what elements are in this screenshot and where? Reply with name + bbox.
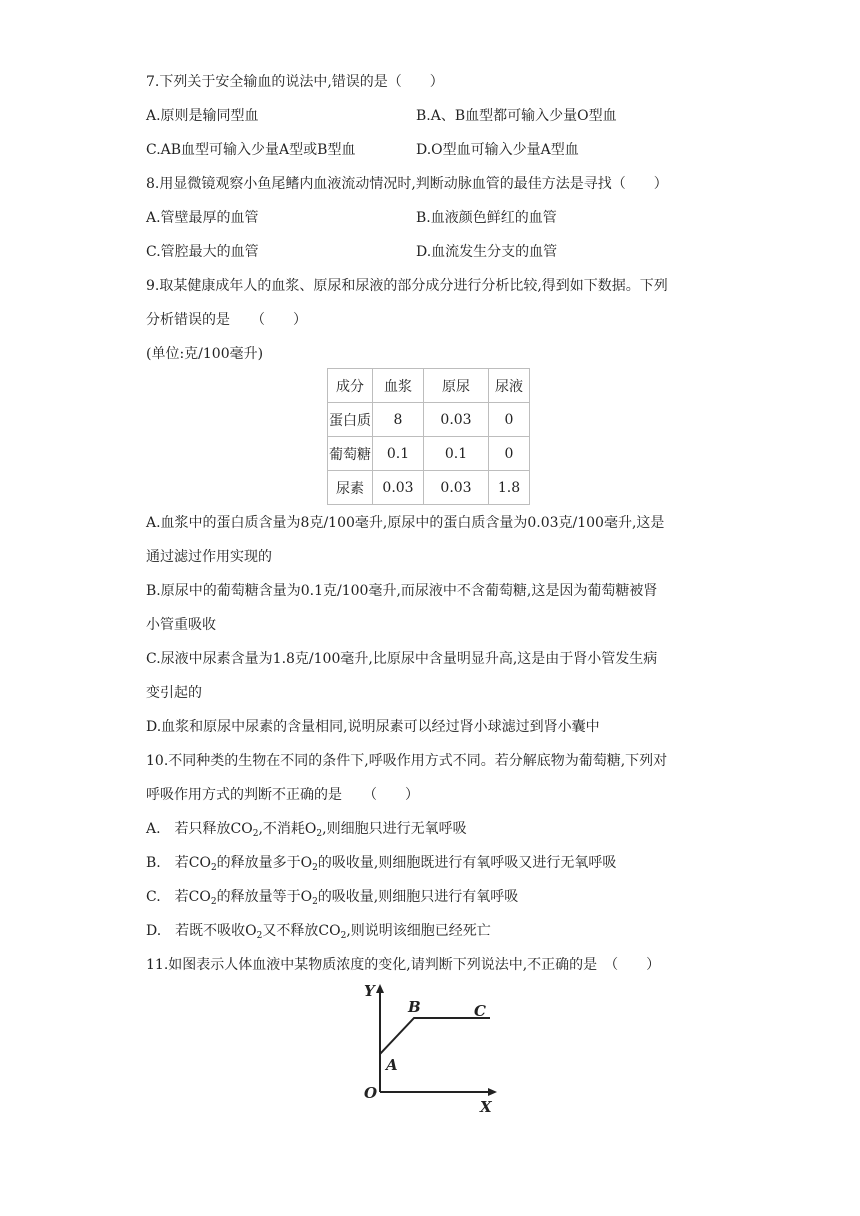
- point-a-label: A: [386, 1056, 398, 1074]
- table-header-cell: 血浆: [373, 369, 424, 403]
- q9-option-c-line2: 变引起的: [146, 685, 202, 701]
- text-run: C. 若CO: [146, 889, 211, 905]
- q9-option-b-line2: 小管重吸收: [146, 617, 216, 633]
- text-run: D. 若既不吸收O: [146, 923, 257, 939]
- q10-stem-line2: 呼吸作用方式的判断不正确的是 （ ）: [146, 787, 419, 803]
- q9-option-b-line1: B.原尿中的葡萄糖含量为0.1克/100毫升,而尿液中不含葡萄糖,这是因为葡萄糖被肾: [146, 583, 658, 599]
- q10-option-d: [146, 921, 491, 946]
- concentration-curve: [380, 1018, 490, 1054]
- text-run: ,则说明该细胞已经死亡: [346, 923, 491, 939]
- q10-stem-line1: 10.不同种类的生物在不同的条件下,呼吸作用方式不同。若分解底物为葡萄糖,下列对: [146, 753, 668, 769]
- q9-unit: (单位:克/100毫升): [146, 346, 264, 362]
- q10-option-c: [146, 887, 518, 912]
- subscript: 2: [256, 931, 263, 941]
- subscript: 2: [312, 897, 318, 907]
- x-axis-arrow: [488, 1088, 497, 1096]
- origin-label: O: [364, 1084, 378, 1102]
- text-run: 的吸收量,则细胞既进行有氧呼吸又进行无氧呼吸: [317, 855, 617, 871]
- table-cell: 0: [489, 437, 530, 471]
- subscript: 2: [312, 863, 318, 873]
- q8-option-c: C.管腔最大的血管: [146, 244, 259, 260]
- table-cell: 尿素: [328, 471, 373, 505]
- table-header-cell: 尿液: [489, 369, 530, 403]
- table-cell: 1.8: [489, 471, 530, 505]
- q11-stem: 11.如图表示人体血液中某物质浓度的变化,请判断下列说法中,不正确的是 （ ）: [146, 957, 661, 973]
- text-run: ,不消耗O: [258, 821, 317, 837]
- y-axis-arrow: [376, 984, 384, 993]
- q7-option-b: B.A、B血型都可输入少量O型血: [416, 108, 617, 124]
- x-axis-label: X: [480, 1098, 492, 1116]
- subscript: 2: [210, 897, 217, 907]
- table-cell: 0.03: [373, 471, 424, 505]
- text-run: 的释放量等于O: [216, 889, 313, 905]
- q7-option-d: D.O型血可输入少量A型血: [416, 142, 579, 158]
- q7-option-c: C.AB血型可输入少量A型或B型血: [146, 142, 356, 158]
- q7-option-a: A.原则是输同型血: [146, 108, 259, 124]
- table-row: [328, 403, 530, 437]
- text-run: 又不释放CO: [262, 923, 341, 939]
- text-run: 的释放量多于O: [216, 855, 313, 871]
- subscript: 2: [316, 829, 323, 839]
- q9-option-a-line2: 通过滤过作用实现的: [146, 549, 272, 565]
- q10-option-b: [146, 853, 616, 878]
- text-run: B. 若CO: [146, 855, 211, 871]
- table-header-cell: 原尿: [424, 369, 489, 403]
- table-header-row: [328, 369, 530, 403]
- table-header-cell: 成分: [328, 369, 373, 403]
- q9-stem-line2: 分析错误的是 （ ）: [146, 312, 307, 328]
- subscript: 2: [340, 931, 347, 941]
- q9-data-table: [327, 368, 530, 505]
- q8-option-d: D.血流发生分支的血管: [416, 244, 558, 260]
- table-cell: 0: [489, 403, 530, 437]
- q9-option-d: D.血浆和原尿中尿素的含量相同,说明尿素可以经过肾小球滤过到肾小囊中: [146, 719, 600, 735]
- q8-option-b: B.血液颜色鲜红的血管: [416, 210, 557, 226]
- q9-stem-line1: 9.取某健康成年人的血浆、原尿和尿液的部分成分进行分析比较,得到如下数据。下列: [146, 278, 668, 294]
- q10-option-a: [146, 819, 467, 844]
- table-cell: 蛋白质: [328, 403, 373, 437]
- subscript: 2: [252, 829, 259, 839]
- subscript: 2: [210, 863, 217, 873]
- point-b-label: B: [408, 998, 421, 1016]
- q11-concentration-graph: [356, 978, 506, 1118]
- table-cell: 8: [373, 403, 424, 437]
- point-c-label: C: [474, 1002, 486, 1020]
- table-cell: 0.03: [424, 471, 489, 505]
- text-run: 的吸收量,则细胞只进行有氧呼吸: [317, 889, 519, 905]
- table-cell: 0.03: [424, 403, 489, 437]
- table-row: [328, 471, 530, 505]
- table-cell: 葡萄糖: [328, 437, 373, 471]
- table-cell: 0.1: [373, 437, 424, 471]
- q8-option-a: A.管壁最厚的血管: [146, 210, 259, 226]
- q8-stem: 8.用显微镜观察小鱼尾鳍内血液流动情况时,判断动脉血管的最佳方法是寻找（ ）: [146, 176, 668, 192]
- q7-stem: 7.下列关于安全输血的说法中,错误的是（ ）: [146, 74, 444, 90]
- y-axis-label: Y: [364, 982, 375, 1000]
- q9-option-c-line1: C.尿液中尿素含量为1.8克/100毫升,比原尿中含量明显升高,这是由于肾小管发生病: [146, 651, 658, 667]
- text-run: ,则细胞只进行无氧呼吸: [322, 821, 467, 837]
- text-run: A. 若只释放CO: [146, 821, 253, 837]
- table-cell: 0.1: [424, 437, 489, 471]
- q9-option-a-line1: A.血浆中的蛋白质含量为8克/100毫升,原尿中的蛋白质含量为0.03克/100毫升,这是: [146, 515, 665, 531]
- table-row: [328, 437, 530, 471]
